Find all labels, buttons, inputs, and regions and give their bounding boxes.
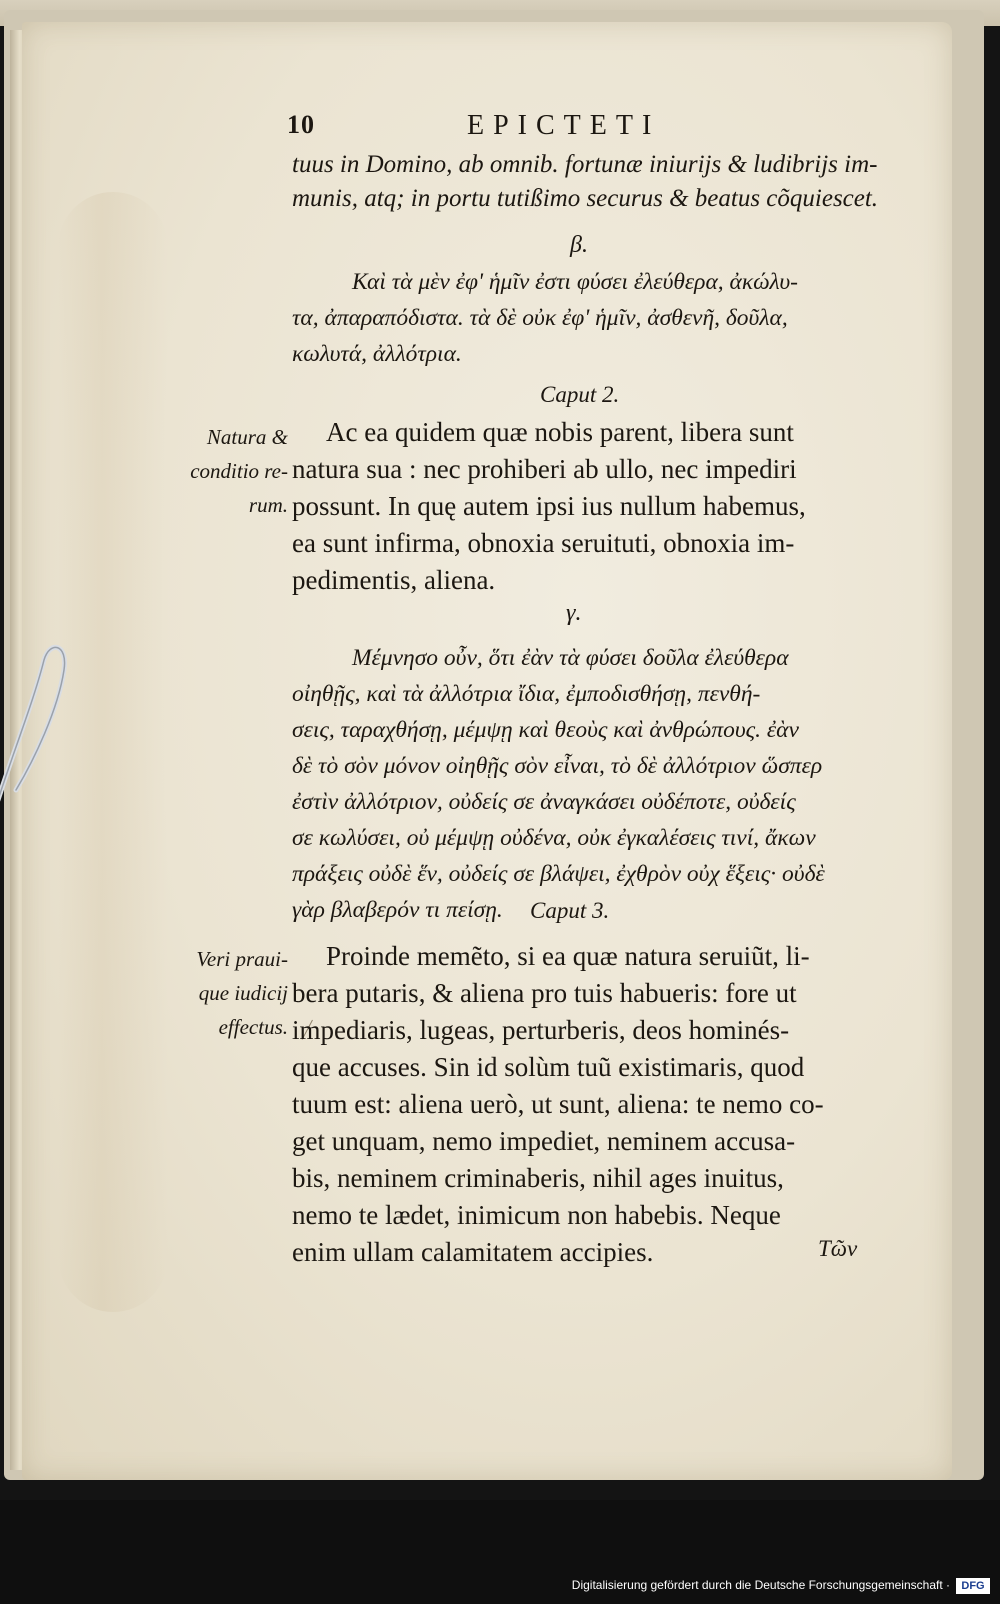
latin-line: impediaris, lugeas, perturberis, deos hominés- xyxy=(292,1015,790,1045)
greek-line: σε κωλύσει, οὐ μέμψῃ οὐδένα, οὐκ ἐγκαλέσεις τινί, ἄκων xyxy=(292,825,816,851)
greek-line: γὰρ βλαβερόν τι πείσῃ. xyxy=(292,897,503,923)
latin-line: nemo te lædet, inimicum non habebis. Neque xyxy=(292,1200,781,1230)
latin-passage-caput-2 xyxy=(292,414,912,599)
latin-line: ea sunt infirma, obnoxia seruituti, obnoxia im- xyxy=(292,528,795,558)
latin-passage-caput-3 xyxy=(292,938,912,1271)
greek-line: οἰηθῇς, καὶ τὰ ἀλλότρια ἴδια, ἐμποδισθήσῃ, πενθή- xyxy=(292,681,761,707)
latin-line: possunt. In quę autem ipsi ius nullum habemus, xyxy=(292,491,806,521)
funding-credit: Digitalisierung gefördert durch die Deutsche Forschungsgemeinschaft · xyxy=(571,1578,950,1592)
latin-line: bis, neminem criminaberis, nihil ages inuitus, xyxy=(292,1163,784,1193)
marginal-note-natura xyxy=(158,420,288,522)
latin-line: que accuses. Sin id solùm tuũ existimaris, quod xyxy=(292,1052,805,1082)
latin-line: bera putaris, & aliena pro tuis habueris: fore ut xyxy=(292,978,797,1008)
latin-line: Proinde memẽto, si ea quæ natura seruiũt, li- xyxy=(326,941,810,971)
marginal-note-veri xyxy=(152,942,288,1044)
page-number: 10 xyxy=(287,110,315,139)
marginal-line: effectus. xyxy=(218,1015,288,1039)
greek-line: πράξεις οὐδὲ ἕν, οὐδείς σε βλάψει, ἐχθρὸν οὐχ ἕξεις· οὐδὲ xyxy=(292,861,825,887)
continuation-text xyxy=(292,148,912,216)
paper-clip-icon xyxy=(0,640,70,810)
running-head xyxy=(287,110,847,150)
greek-line: δὲ τὸ σὸν μόνον οἰηθῇς σὸν εἶναι, τὸ δὲ ἀλλότριον ὥσπερ xyxy=(292,753,823,779)
marginal-line: Natura & xyxy=(206,425,288,449)
greek-line: τα, ἀπαραπόδιστα. τὰ δὲ οὐκ ἐφ' ἡμῖν, ἀσθενῆ, δοῦλα, xyxy=(292,305,788,331)
caput-3-heading: Caput 3. xyxy=(530,898,610,923)
greek-line: Καὶ τὰ μὲν ἐφ' ἡμῖν ἐστι φύσει ἐλεύθερα, ἀκώλυ- xyxy=(352,269,798,295)
greek-line: Μέμνησο οὖν, ὅτι ἐὰν τὰ φύσει δοῦλα ἐλεύθερα xyxy=(352,645,789,671)
catchword: Τῶν xyxy=(818,1236,858,1261)
section-letter-beta: β. xyxy=(570,232,588,258)
marginal-line: conditio re- xyxy=(190,459,288,483)
book-page xyxy=(22,22,952,1480)
greek-passage-gamma xyxy=(292,640,912,928)
section-letter-gamma: γ. xyxy=(566,600,582,626)
marginal-line: rum. xyxy=(248,493,288,517)
marginal-line: que iudicij xyxy=(198,981,288,1005)
running-title: EPICTETI xyxy=(467,110,661,141)
latin-line: get unquam, nemo impediet, neminem accusa- xyxy=(292,1126,796,1156)
marginal-line: Veri praui- xyxy=(196,947,288,971)
latin-line: tuum est: aliena uerò, ut sunt, aliena: te nemo co- xyxy=(292,1089,824,1119)
footer-bar xyxy=(0,1500,1000,1604)
caput-2-heading: Caput 2. xyxy=(540,382,620,407)
text-line: munis, atq; in portu tutißimo securus & beatus cõquiescet. xyxy=(292,185,879,212)
latin-line: enim ullam calamitatem accipies. xyxy=(292,1237,654,1267)
greek-passage-beta xyxy=(292,264,912,372)
greek-line: σεις, ταραχθήσῃ, μέμψῃ καὶ θεοὺς καὶ ἀνθρώπους. ἐὰν xyxy=(292,717,799,743)
latin-line: pedimentis, aliena. xyxy=(292,565,496,595)
latin-line: Ac ea quidem quæ nobis parent, libera sunt xyxy=(326,417,794,447)
text-line: tuus in Domino, ab omnib. fortunæ iniurijs & ludibrijs im- xyxy=(292,151,878,178)
page-content xyxy=(22,22,952,1480)
dfg-logo: DFG xyxy=(956,1578,990,1594)
latin-line: natura sua : nec prohiberi ab ullo, nec impediri xyxy=(292,454,797,484)
greek-line: κωλυτά, ἀλλότρια. xyxy=(292,341,462,367)
greek-line: ἐστὶν ἀλλότριον, οὐδείς σε ἀναγκάσει οὐδέποτε, οὐδείς xyxy=(292,789,796,815)
